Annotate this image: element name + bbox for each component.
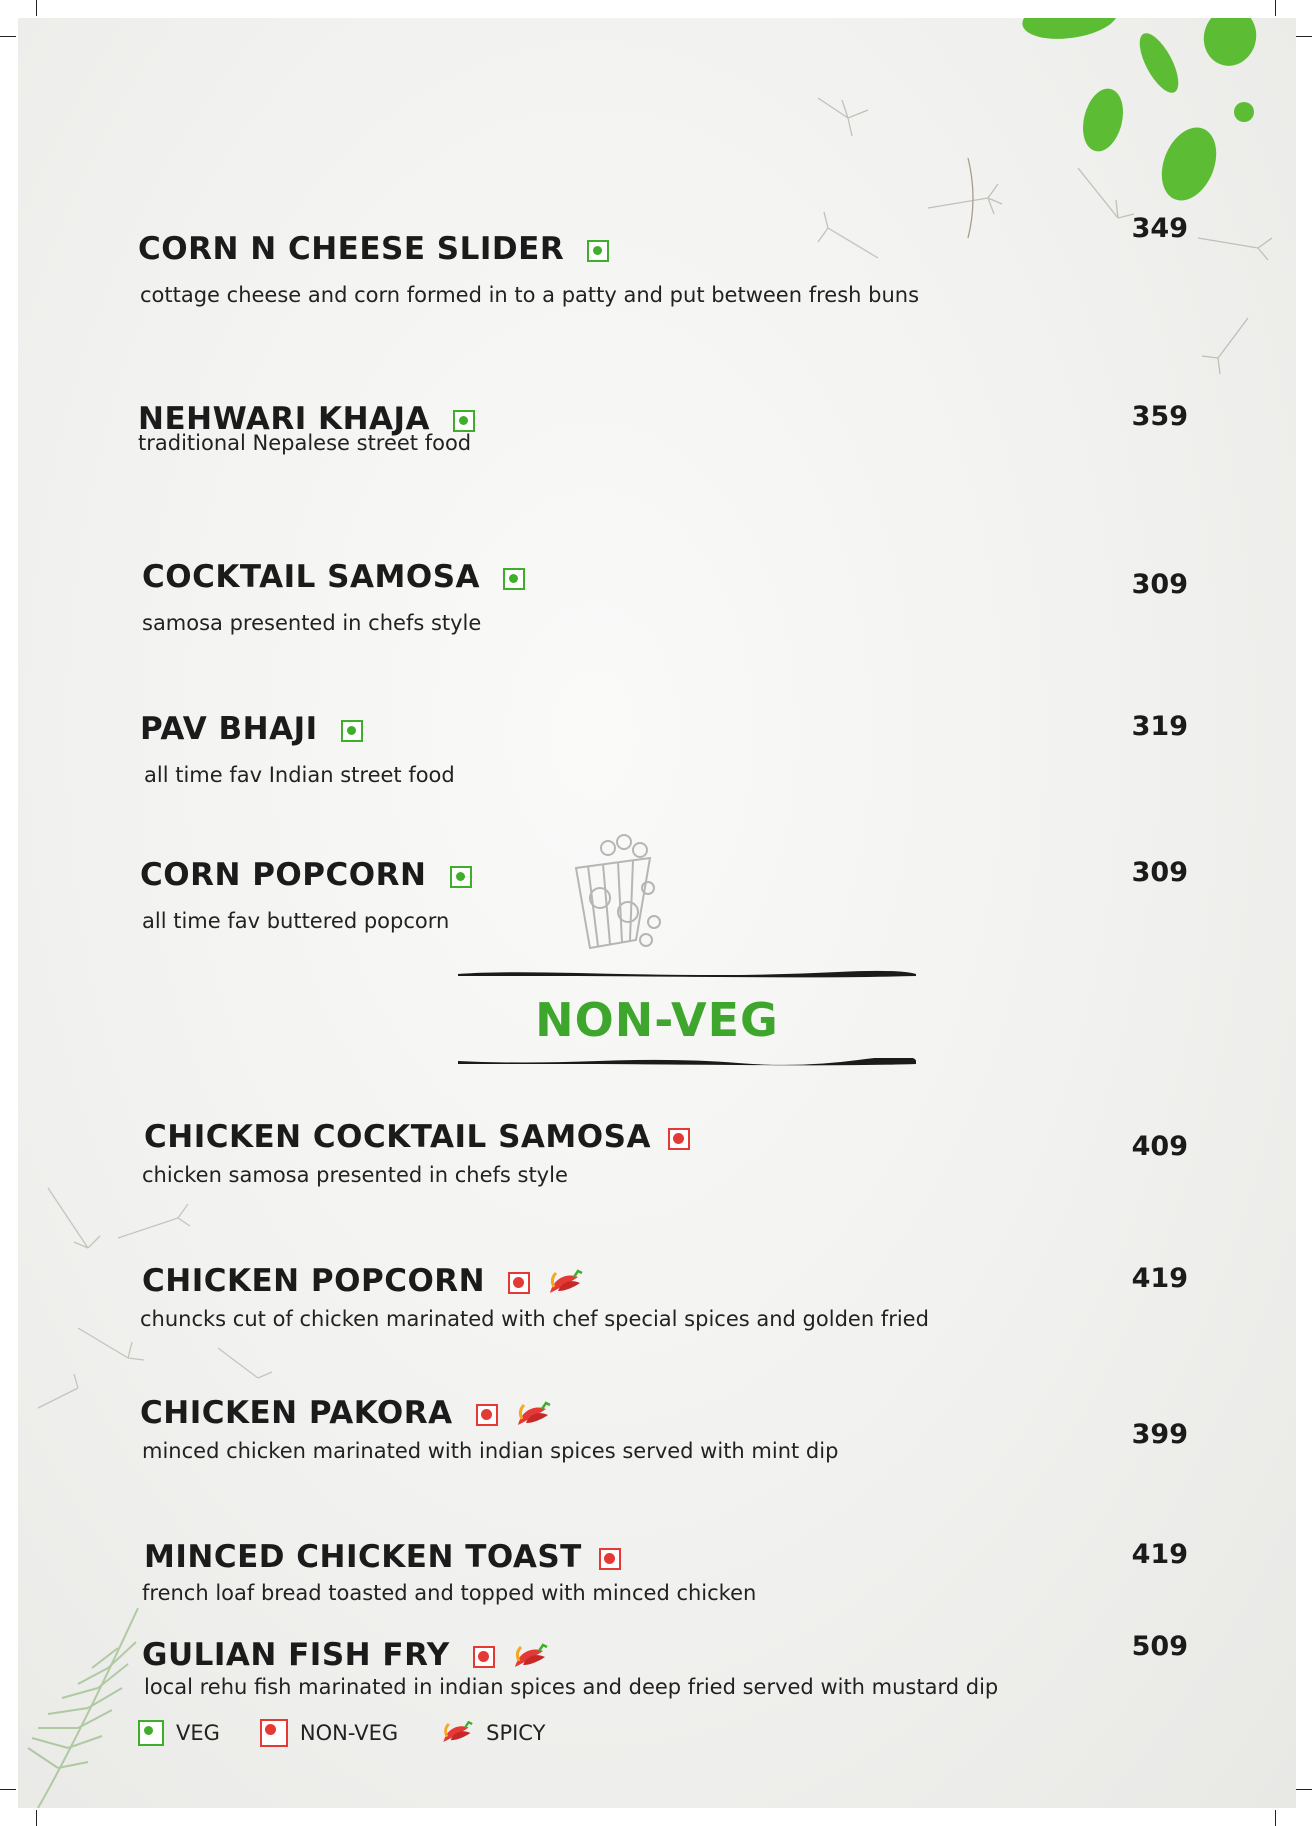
item-name: CHICKEN POPCORN <box>142 1263 486 1299</box>
menu-item <box>18 558 1296 638</box>
menu-item <box>18 710 1296 790</box>
legend <box>138 1718 545 1748</box>
item-price: 419 <box>1131 1263 1188 1294</box>
decor-blob <box>1020 18 1121 44</box>
item-name: CHICKEN COCKTAIL SAMOSA <box>144 1119 651 1155</box>
chili-icon <box>509 1641 549 1673</box>
veg-icon <box>453 410 475 432</box>
nonveg-icon <box>508 1272 530 1294</box>
item-name: NEHWARI KHAJA <box>138 401 431 437</box>
item-name: COCKTAIL SAMOSA <box>142 559 481 595</box>
item-description: chicken samosa presented in chefs style <box>142 1163 568 1187</box>
section-title: NON-VEG <box>535 993 779 1047</box>
veg-icon <box>450 866 472 888</box>
menu-page <box>18 18 1296 1808</box>
item-price: 359 <box>1131 401 1188 432</box>
legend-nonveg-label: NON-VEG <box>299 1721 399 1745</box>
nonveg-icon <box>260 1719 288 1747</box>
veg-icon <box>138 1720 164 1746</box>
item-price: 399 <box>1131 1419 1188 1450</box>
menu-item <box>18 1631 1296 1716</box>
item-description: traditional Nepalese street food <box>138 431 472 455</box>
item-price: 409 <box>1131 1131 1188 1162</box>
menu-item <box>18 1262 1296 1342</box>
menu-item <box>18 1538 1296 1618</box>
nonveg-icon <box>668 1128 690 1150</box>
item-name: MINCED CHICKEN TOAST <box>144 1539 582 1575</box>
item-description: minced chicken marinated with indian spices served with mint dip <box>142 1439 839 1463</box>
menu-item <box>18 400 1296 480</box>
item-name: GULIAN FISH FRY <box>142 1637 450 1673</box>
menu-item <box>18 213 1296 310</box>
item-name: CORN POPCORN <box>140 857 427 893</box>
item-price: 419 <box>1131 1539 1188 1570</box>
item-description: samosa presented in chefs style <box>142 611 482 635</box>
item-description: cottage cheese and corn formed in to a patty and put between fresh buns <box>140 283 920 307</box>
item-price: 509 <box>1131 1631 1188 1662</box>
item-price: 309 <box>1131 857 1188 888</box>
item-description: all time fav Indian street food <box>144 763 455 787</box>
chili-icon <box>544 1267 584 1299</box>
item-name: CHICKEN PAKORA <box>140 1395 453 1431</box>
nonveg-icon <box>473 1646 495 1668</box>
crop-mark <box>36 1810 37 1826</box>
legend-veg-label: VEG <box>176 1721 220 1745</box>
menu-item <box>18 856 1296 936</box>
crop-mark <box>0 1789 16 1790</box>
crop-mark <box>1275 1810 1276 1826</box>
crop-mark <box>1275 0 1276 16</box>
crop-mark <box>1296 1789 1312 1790</box>
item-price: 349 <box>1131 213 1188 244</box>
menu-item <box>18 1394 1296 1474</box>
item-description: french loaf bread toasted and topped with minced chicken <box>142 1581 757 1605</box>
crop-mark <box>0 36 16 37</box>
item-description: local rehu fish marinated in indian spices and deep fried served with mustard dip <box>144 1675 999 1699</box>
chili-icon <box>438 1718 474 1748</box>
item-price: 319 <box>1131 711 1188 742</box>
nonveg-icon <box>476 1404 498 1426</box>
veg-icon <box>341 720 363 742</box>
item-price: 309 <box>1131 569 1188 600</box>
section-divider <box>458 970 916 978</box>
veg-icon <box>503 568 525 590</box>
menu-item <box>18 1118 1296 1198</box>
veg-icon <box>587 240 609 262</box>
item-name: CORN N CHEESE SLIDER <box>138 231 565 267</box>
chili-icon <box>512 1399 552 1431</box>
crop-mark <box>1296 36 1312 37</box>
item-description: chuncks cut of chicken marinated with chef special spices and golden fried <box>140 1307 929 1331</box>
item-description: all time fav buttered popcorn <box>142 909 450 933</box>
section-divider <box>458 1058 916 1066</box>
nonveg-icon <box>599 1548 621 1570</box>
crop-mark <box>36 0 37 16</box>
item-name: PAV BHAJI <box>140 711 318 747</box>
legend-spicy-label: SPICY <box>486 1721 546 1745</box>
